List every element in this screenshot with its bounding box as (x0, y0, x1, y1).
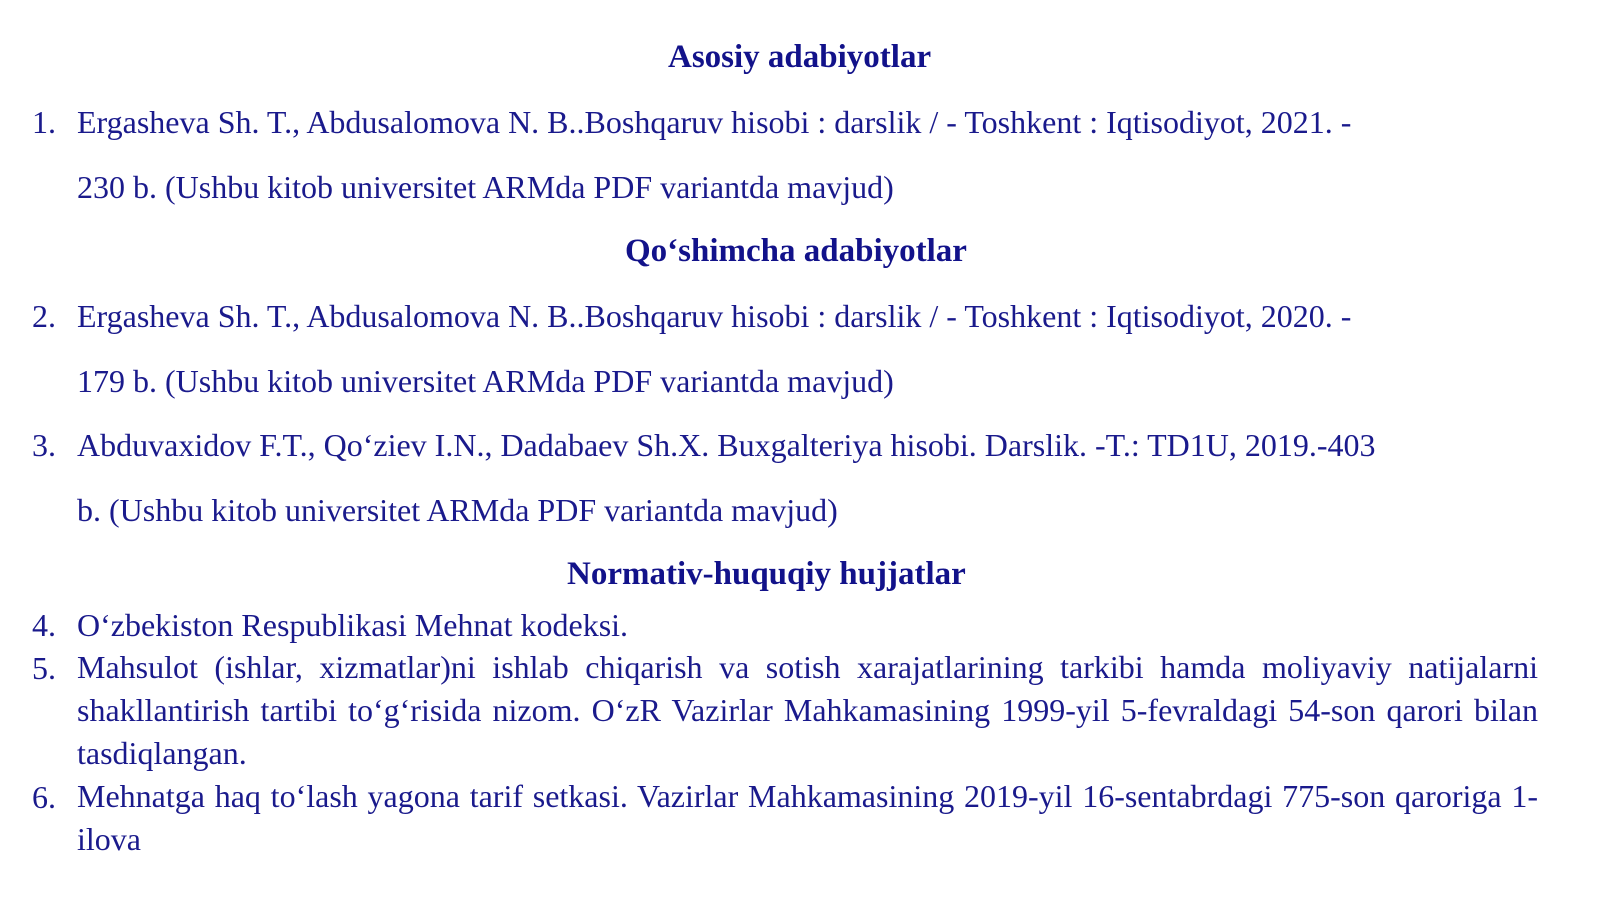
item-1-line-1: Ergasheva Sh. T., Abdusalomova N. B..Boshqaruv hisobi : darslik / - Toshkent : Iqtisodiyot, 2021. - (77, 104, 1352, 140)
item-3-line-1: Abduvaxidov F.T., Qo‘ziev I.N., Dadabaev Sh.X. Buxgalteriya hisobi. Darslik. -T.: TD1U, 2019.-403 (77, 427, 1376, 463)
item-1-number: 1. (32, 104, 56, 140)
item-6-text: Mehnatga haq to‘lash yagona tarif setkasi. Vazirlar Mahkamasining 2019-yil 16-sentabrdagi 775-son qaroriga 1-ilova (77, 778, 1538, 857)
item-2-line-2: 179 b. (Ushbu kitob universitet ARMda PDF variantda mavjud) (77, 363, 894, 399)
item-5-number: 5. (32, 650, 56, 686)
normative-documents-heading: Normativ-huquqiy hujjatlar (567, 556, 966, 592)
item-3-number: 3. (32, 427, 56, 463)
item-4-number: 4. (32, 607, 56, 643)
item-4-text: O‘zbekiston Respublikasi Mehnat kodeksi. (77, 607, 629, 643)
item-2-line-1: Ergasheva Sh. T., Abdusalomova N. B..Boshqaruv hisobi : darslik / - Toshkent : Iqtisodiyot, 2020. - (77, 298, 1352, 334)
main-literature-heading: Asosiy adabiyotlar (668, 39, 932, 75)
item-5-text: Mahsulot (ishlar, xizmatlar)ni ishlab chiqarish va sotish xarajatlarining tarkibi hamda moliyaviy natijalarni shakllantirish tartibi to‘g‘risida nizom. O‘zR Vazirlar Mahkamasining 1999-yil 5-fevraldagi 54-son qarori bilan tasdiqlangan. (77, 649, 1538, 771)
item-3-line-2: b. (Ushbu kitob universitet ARMda PDF variantda mavjud) (77, 492, 838, 528)
item-6-number: 6. (32, 779, 56, 815)
item-2-number: 2. (32, 298, 56, 334)
additional-literature-heading: Qo‘shimcha adabiyotlar (625, 233, 967, 269)
item-1-line-2: 230 b. (Ushbu kitob universitet ARMda PDF variantda mavjud) (77, 169, 894, 205)
